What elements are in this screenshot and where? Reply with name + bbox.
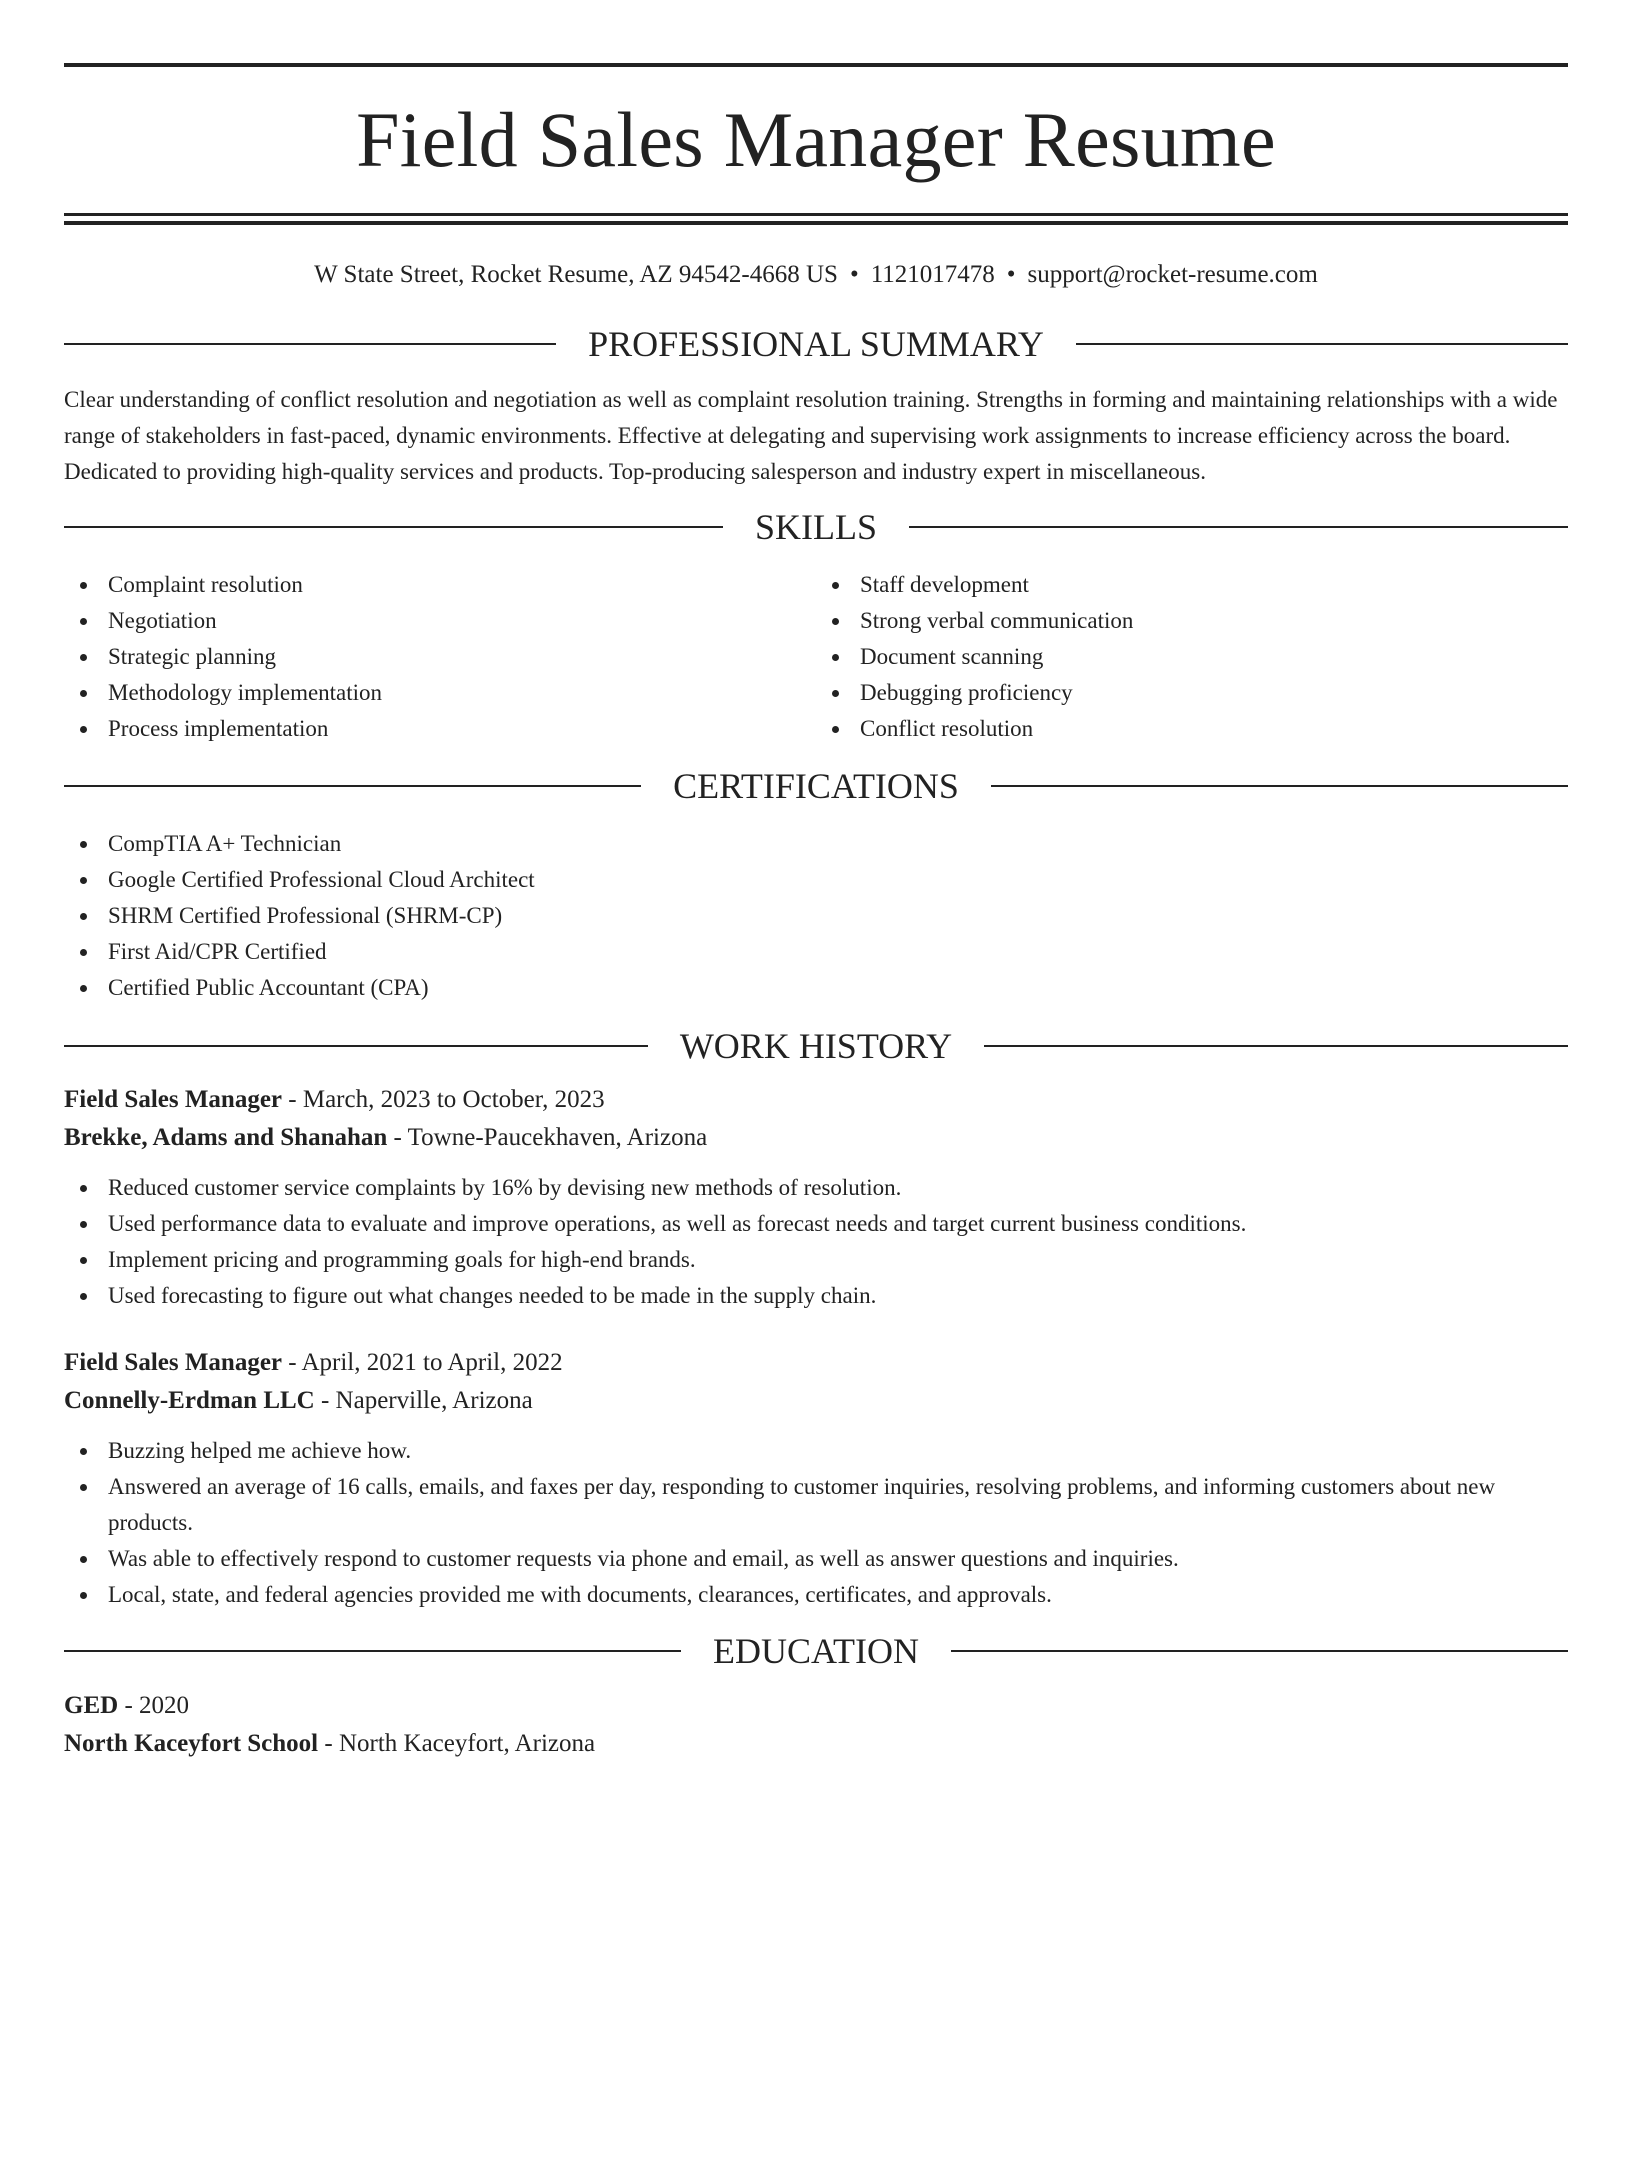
education-school-line (64, 1725, 1568, 1763)
heading-rule (64, 526, 723, 528)
job-dates: - April, 2021 to April, 2022 (282, 1349, 563, 1376)
section-heading-label: CERTIFICATIONS (673, 766, 959, 806)
contact-email[interactable]: support@rocket-resume.com (1027, 261, 1318, 288)
job-location: - Naperville, Arizona (314, 1387, 533, 1414)
resume-page (0, 63, 1632, 2175)
job-duty: Answered an average of 16 calls, emails, and faxes per day, responding to customer inquiries, resolving problems, and informing customers about new products. (64, 1469, 1568, 1541)
heading-rule (991, 785, 1568, 787)
skill-item: Negotiation (64, 603, 816, 639)
top-rule (64, 63, 1568, 67)
section-heading-education (64, 1633, 1568, 1669)
skill-item: Staff development (816, 567, 1568, 603)
education-entry (64, 1687, 1568, 1763)
contact-phone[interactable]: 1121017478 (870, 261, 995, 288)
heading-rule (909, 526, 1568, 528)
job-entry (64, 1344, 1568, 1613)
title-double-rule (64, 213, 1568, 225)
section-heading-label: EDUCATION (713, 1631, 919, 1671)
job-duty: Reduced customer service complaints by 16% by devising new methods of resolution. (64, 1170, 1568, 1206)
heading-rule (984, 1045, 1568, 1047)
skill-item: Strategic planning (64, 639, 816, 675)
skill-item: Conflict resolution (816, 711, 1568, 747)
job-company-line (64, 1382, 1568, 1420)
job-duty: Implement pricing and programming goals for high-end brands. (64, 1242, 1568, 1278)
job-location: - Towne-Paucekhaven, Arizona (387, 1124, 708, 1151)
skill-item: Complaint resolution (64, 567, 816, 603)
education-degree-line (64, 1687, 1568, 1725)
job-dates: - March, 2023 to October, 2023 (282, 1086, 605, 1113)
job-duties-list (64, 1433, 1568, 1613)
summary-text: Clear understanding of conflict resolution and negotiation as well as complaint resolution training. Strengths in forming and maintaining relationships with a wide range of stakeholders in fast-paced, dynamic environments. Effective at delegating and supervising work assignments to increase efficiency across the board. Dedicated to providing high-quality services and products. Top-producing salesperson and industry expert in miscellaneous. (64, 387, 1558, 484)
heading-rule (64, 785, 641, 787)
skills-list-right (816, 567, 1568, 747)
job-company-line (64, 1119, 1568, 1157)
certification-item: First Aid/CPR Certified (64, 934, 1568, 970)
skill-item: Methodology implementation (64, 675, 816, 711)
job-duty: Local, state, and federal agencies provided me with documents, clearances, certificates, and approvals. (64, 1577, 1568, 1613)
contact-separator: • (849, 261, 859, 288)
job-duties-list (64, 1170, 1568, 1314)
heading-rule (1076, 343, 1568, 345)
education-year: - 2020 (118, 1692, 190, 1719)
education-school: North Kaceyfort School (64, 1730, 319, 1757)
job-title: Field Sales Manager (64, 1349, 283, 1376)
skill-item: Strong verbal communication (816, 603, 1568, 639)
job-company: Brekke, Adams and Shanahan (64, 1124, 388, 1151)
section-heading-summary (64, 326, 1568, 362)
job-entry (64, 1081, 1568, 1314)
skill-item: Process implementation (64, 711, 816, 747)
heading-rule (64, 1045, 648, 1047)
skills-list-left (64, 567, 816, 747)
skills-grid (64, 567, 1568, 747)
job-company: Connelly-Erdman LLC (64, 1387, 315, 1414)
section-heading-label: WORK HISTORY (679, 1026, 953, 1066)
skill-item: Debugging proficiency (816, 675, 1568, 711)
job-duty: Buzzing helped me achieve how. (64, 1433, 1568, 1469)
job-duty: Used forecasting to figure out what changes needed to be made in the supply chain. (64, 1278, 1568, 1314)
certifications-list (64, 826, 1568, 1006)
job-title: Field Sales Manager (64, 1086, 283, 1113)
heading-rule (64, 343, 556, 345)
job-duty: Used performance data to evaluate and improve operations, as well as forecast needs and target current business conditions. (64, 1206, 1568, 1242)
certification-item: SHRM Certified Professional (SHRM-CP) (64, 898, 1568, 934)
contact-line (64, 262, 1568, 287)
job-title-line (64, 1081, 1568, 1119)
contact-address: W State Street, Rocket Resume, AZ 94542-4668 US (314, 261, 838, 288)
education-degree: GED (64, 1692, 119, 1719)
section-heading-label: SKILLS (755, 507, 878, 547)
section-heading-skills (64, 509, 1568, 545)
skill-item: Document scanning (816, 639, 1568, 675)
page-title: Field Sales Manager Resume (356, 96, 1276, 183)
education-location: - North Kaceyfort, Arizona (318, 1730, 596, 1757)
section-heading-label: PROFESSIONAL SUMMARY (588, 324, 1044, 364)
section-heading-certifications (64, 768, 1568, 804)
certification-item: Google Certified Professional Cloud Architect (64, 862, 1568, 898)
certification-item: Certified Public Accountant (CPA) (64, 970, 1568, 1006)
heading-rule (64, 1650, 681, 1652)
certification-item: CompTIA A+ Technician (64, 826, 1568, 862)
contact-separator: • (1006, 261, 1016, 288)
section-heading-work-history (64, 1028, 1568, 1064)
heading-rule (951, 1650, 1568, 1652)
job-title-line (64, 1344, 1568, 1382)
job-duty: Was able to effectively respond to customer requests via phone and email, as well as answer questions and inquiries. (64, 1541, 1568, 1577)
